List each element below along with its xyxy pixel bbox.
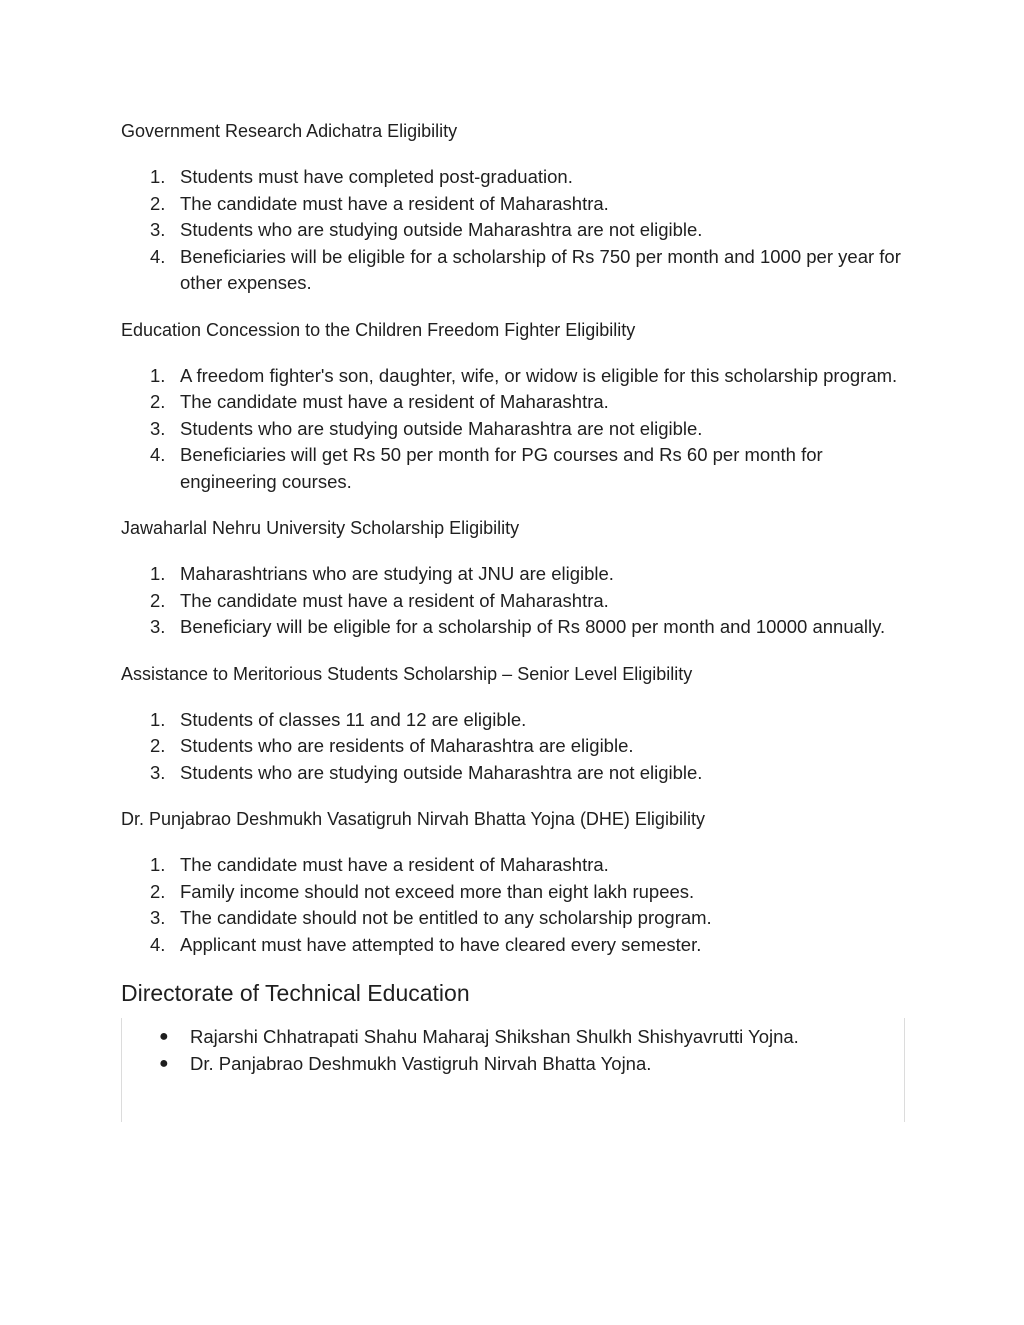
list-item: 2. The candidate must have a resident of Maharashtra. xyxy=(150,192,609,214)
list-item: 3. Beneficiary will be eligible for a scholarship of Rs 8000 per month and 10000 annually. xyxy=(150,616,886,637)
list-item: 2. The candidate must have a resident of Maharashtra. xyxy=(150,589,609,611)
directorate-box xyxy=(121,1018,905,1122)
eligibility-list xyxy=(121,707,905,787)
list-item: 1. Students must have completed post-graduation. xyxy=(150,166,573,187)
list-item: ● Dr. Panjabrao Deshmukh Vastigruh Nirvah Bhatta Yojna. xyxy=(122,1051,904,1078)
section-title: Dr. Punjabrao Deshmukh Vasatigruh Nirvah Bhatta Yojna (DHE) Eligibility xyxy=(121,809,705,829)
list-item: 3. Students who are studying outside Maharashtra are not eligible. xyxy=(150,219,703,240)
list-item: 3. Students who are studying outside Maharashtra are not eligible. xyxy=(150,417,703,439)
section-title: Assistance to Meritorious Students Scholarship – Senior Level Eligibility xyxy=(121,663,693,684)
list-item: 2. Family income should not exceed more than eight lakh rupees. xyxy=(150,880,695,902)
directorate-heading: Directorate of Technical Education xyxy=(121,980,470,1006)
document-content xyxy=(121,118,905,1122)
section-title: Government Research Adichatra Eligibility xyxy=(121,121,458,141)
list-item: 1. Maharashtrians who are studying at JNU are eligible. xyxy=(150,563,614,584)
list-item: 2. Students who are residents of Maharashtra are eligible. xyxy=(150,735,634,756)
eligibility-list xyxy=(121,561,905,641)
list-item: 3. The candidate should not be entitled to any scholarship program. xyxy=(150,907,712,928)
eligibility-list xyxy=(121,852,905,958)
section-title: Education Concession to the Children Freedom Fighter Eligibility xyxy=(121,319,636,340)
list-item: 2. The candidate must have a resident of Maharashtra. xyxy=(150,391,609,412)
bullet-icon: ● xyxy=(159,1054,169,1072)
list-item: 3. Students who are studying outside Maharashtra are not eligible. xyxy=(150,761,703,783)
list-item: 4. Beneficiaries will get Rs 50 per month for PG courses and Rs 60 per month for engineering courses. xyxy=(150,444,823,492)
list-item: 1. A freedom fighter's son, daughter, wife, or widow is eligible for this scholarship program. xyxy=(150,364,898,386)
directorate-list xyxy=(122,1018,904,1077)
list-item: ● Rajarshi Chhatrapati Shahu Maharaj Shikshan Shulkh Shishyavrutti Yojna. xyxy=(122,1024,904,1051)
eligibility-list xyxy=(121,164,905,297)
eligibility-list xyxy=(121,363,905,496)
list-item: 1. The candidate must have a resident of Maharashtra. xyxy=(150,854,609,875)
list-item: 4. Applicant must have attempted to have cleared every semester. xyxy=(150,933,702,955)
bullet-icon: ● xyxy=(159,1028,169,1045)
section-title: Jawaharlal Nehru University Scholarship Eligibility xyxy=(121,518,520,538)
list-item: 1. Students of classes 11 and 12 are eligible. xyxy=(150,708,527,730)
list-item: 4. Beneficiaries will be eligible for a scholarship of Rs 750 per month and 1000 per year for other expenses. xyxy=(150,245,901,293)
